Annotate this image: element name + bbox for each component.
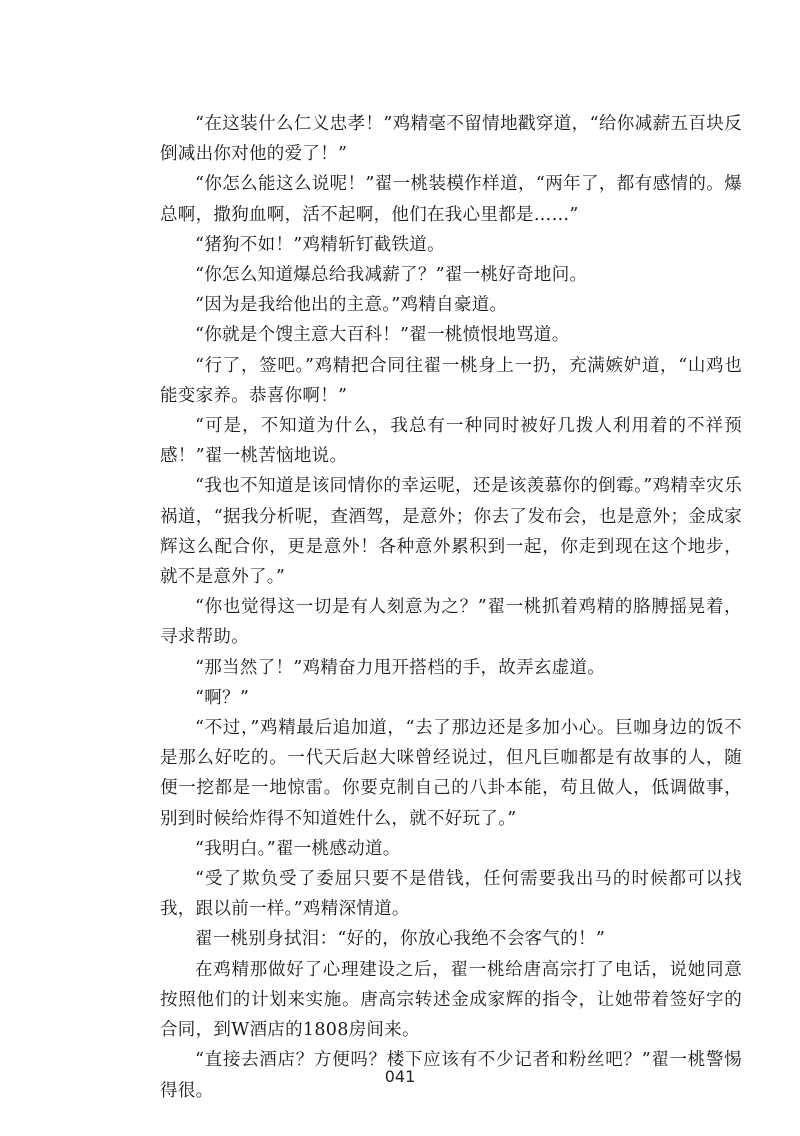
paragraph: “受了欺负受了委屈只要不是借钱，任何需要我出马的时候都可以找我，跟以前一样。”鸡精深情道。 xyxy=(160,869,742,920)
body-text xyxy=(160,109,742,1106)
paragraph: “猪狗不如！”鸡精斩钉截铁道。 xyxy=(195,234,445,255)
paragraph: “可是，不知道为什么，我总有一种同时被好几拨人利用着的不祥预感！”翟一桃苦恼地说。 xyxy=(160,416,742,467)
paragraph: “在这装什么仁义忠孝！”鸡精毫不留情地戳穿道，“给你减薪五百块反倒减出你对他的爱了！” xyxy=(160,114,742,165)
paragraph: “你就是个馊主意大百科！”翟一桃愤恨地骂道。 xyxy=(195,325,570,346)
paragraph: “不过，”鸡精最后追加道，“去了那边还是多加小心。巨咖身边的饭不是那么好吃的。一代天后赵大咪曾经说过，但凡巨咖都是有故事的人，随便一挖都是一地惊雷。你要克制自己的八卦本能，苟且做人，低调做事，别到时候给炸得不知道姓什么，就不好玩了。” xyxy=(160,718,742,829)
paragraph: “直接去酒店？方便吗？楼下应该有不少记者和粉丝吧？”翟一桃警惕得很。 xyxy=(160,1050,742,1101)
paragraph: 在鸡精那做好了心理建设之后，翟一桃给唐高宗打了电话，说她同意按照他们的计划来实施。唐高宗转述金成家辉的指令，让她带着签好字的合同，到W酒店的1808房间来。 xyxy=(160,959,742,1041)
page-number: 041 xyxy=(384,1067,416,1086)
paragraph: “行了，签吧。”鸡精把合同往翟一桃身上一扔，充满嫉妒道，“山鸡也能变家养。恭喜你啊！” xyxy=(160,355,742,406)
paragraph: “你怎么知道爆总给我减薪了？”翟一桃好奇地问。 xyxy=(195,265,588,286)
paragraph: “我明白。”翟一桃感动道。 xyxy=(195,838,401,859)
paragraph: 翟一桃别身拭泪：“好的，你放心我绝不会客气的！” xyxy=(195,929,606,950)
paragraph: “因为是我给他出的主意。”鸡精自豪道。 xyxy=(195,295,508,316)
paragraph: “那当然了！”鸡精奋力甩开搭档的手，故弄玄虚道。 xyxy=(195,657,606,678)
paragraph: “啊？” xyxy=(195,687,250,708)
paragraph: “你也觉得这一切是有人刻意为之？”翟一桃抓着鸡精的胳膊摇晃着，寻求帮助。 xyxy=(160,597,742,648)
paragraph: “你怎么能这么说呢！”翟一桃装模作样道，“两年了，都有感情的。爆总啊，撒狗血啊，活不起啊，他们在我心里都是……” xyxy=(160,174,742,225)
paragraph: “我也不知道是该同情你的幸运呢，还是该羡慕你的倒霉。”鸡精幸灾乐祸道，“据我分析呢，查酒驾，是意外；你去了发布会，也是意外；金成家辉这么配合你，更是意外！各种意外累积到一起，你走到现在这个地步，就不是意外了。” xyxy=(160,476,742,588)
